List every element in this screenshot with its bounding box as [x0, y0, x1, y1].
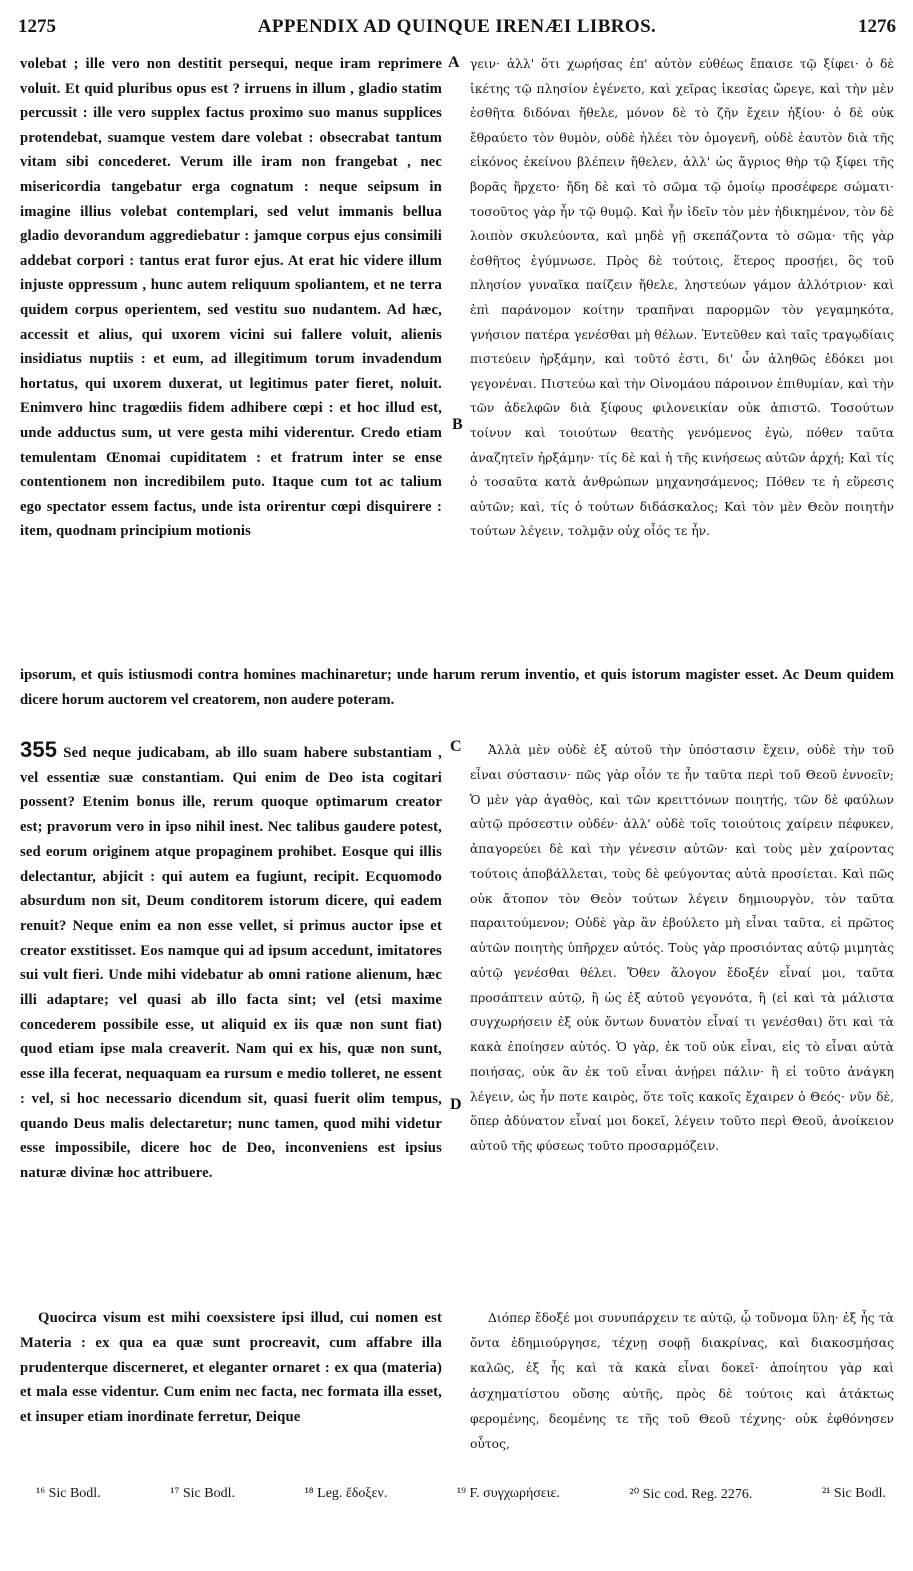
latin-paragraph-c: Sed neque judicabam, ab illo suam habere substantiam , vel essentiæ suæ constantiam. Qui enim de Deo ista cogitari possent? Etenim bonus ille, rerum quoque optimarum creator est; pravorum vero in ipso nihil inest. Nec talibus gaudere potest, sed eorum originem atque propaginem prohibet. Eosque qui illis delectantur, abjicit : qui autem ea fugiunt, recipit. Ecquomodo absurdum non sit, Deum conditorem istorum dicere, qui eadem renuit? Neque enim ea non esse vellet, si primus auctor ipse et creator exstitisset. Eos namque qui ad ipsum accedunt, imitatores sui vult fieri. Unde mihi videbatur ab omni ratione alienum, hæc illi adaptare; vel quasi ab illo facta sint; vel (etsi maxime concederem possibile esse, ut aliquid ex iis quæ non sunt fiat) quod etiam ipse mala creaverit. Nam qui ex his, quæ non sunt, esse illa fecerat, nequaquam ea rursum e medio tolleret, ne essent : vel, si hoc necessario dicendum sit, quasi fuerit olim tempus, quando Deus malis delectaretur; nunc tamen, quod mihi videtur esse impossibile, dicere hoc de Deo, inconveniens est ipsius naturæ divinæ hoc attribuere. [20, 745, 442, 1181]
margin-marker-d: D [450, 1096, 462, 1113]
margin-marker-a: A [448, 54, 460, 71]
footnote: ¹⁹ F. συγχωρήσειε. [456, 1486, 560, 1501]
greek-paragraph-last: Διόπερ ἔδοξέ μοι συνυπάρχειν τε αὐτῷ, ᾧ τοὔνομα ὕλη· ἐξ ἧς τὰ ὄντα ἐδημιούργησε, τέχνῃ σοφῇ διακρίνας, καὶ διακοσμήσας καλῶς, ἐξ ἧς καὶ τὰ κακὰ εἶναι δοκεῖ· ἀποίητου γὰρ καὶ ἀσχηματίστου οὔσης αὐτῆς, πρὸς δὲ τούτοις καὶ ἀτάκτως φερομένης, δεομένης τε τῆς τοῦ Θεοῦ τέχνης· οὐκ ἐφθόνησεν οὗτος, [470, 1311, 894, 1452]
margin-marker-b: B [452, 416, 463, 433]
page-number-right: 1276 [858, 16, 896, 37]
full-width-paragraph: ipsorum, et quis istiusmodi contra homines machinaretur; unde harum rerum inventio, et quis istorum magister esset. Ac Deum quidem dicere horum auctorem vel creatorem, non audere poteram. [20, 667, 894, 708]
margin-marker-c: C [450, 738, 462, 755]
footnote: ¹⁸ Leg. ἔδοξεν. [304, 1486, 388, 1501]
greek-paragraph-c: Ἀλλὰ μὲν οὐδὲ ἐξ αὐτοῦ τὴν ὑπόστασιν ἔχειν, οὐδὲ τὴν τοῦ εἶναι σύστασιν· πῶς γὰρ οἷόν τε ἦν ταῦτα περὶ τοῦ Θεοῦ ἐννοεῖν; Ὁ μὲν γὰρ ἀγαθὸς, καὶ τῶν κρειττόνων ποιητής, τῶν δὲ φαύλων αὐτῷ πρόσεστιν οὐδέν· ἀλλ' οὐδὲ τοῖς τοιούτοις χαίρειν πέφυκεν, ἀπαγορεύει δὲ καὶ τὴν γένεσιν αὐτῶν· καὶ τοὺς μὲν χαίροντας τούτοις ἀποβάλλεται, τοὺς δὲ φεύγοντας αὐτὰ προσίεται. Καὶ πῶς οὐκ ἄτοπον τὸν Θεὸν τούτων λέγειν δημιουργὸν, τὸν ταῦτα παραιτούμενον; Οὐδὲ γὰρ ἂν ἐβούλετο μὴ εἶναι ταῦτα, εἰ πρῶτος αὐτῶν ποιητὴς ὑπῆρχεν αὐτός. Τοὺς γὰρ προσιόντας αὐτῷ μιμητὰς αὐτῷ γενέσθαι θέλει. Ὅθεν ἄλογον ἔδοξέν εἶναί μοι, ταῦτα προσάπτειν αὐτῷ, ἢ ὡς ἐξ αὐτοῦ γεγονότα, ἢ (εἰ καὶ τὰ μάλιστα συγχωρήσειν ἐξ οὐκ ὄντων δυνατὸν εἶναί τι γενέσθαι) ὅτι καὶ τὰ κακὰ ἐποίησεν αὐτός. Ὁ γὰρ, ἐκ τοῦ οὐκ εἶναι, εἰς τὸ εἶναι αὐτὰ ποιήσας, οὐκ ἂν ἐκ τοῦ εἶναι ἀνῄρει πάλιν· ἢ εἰ τοῦτο ἀνάγκη λέγειν, ὡς ἦν ποτε καιρὸς, ὅτε τοῖς κακοῖς ἔχαιρεν ὁ Θεός· νῦν δὲ, ὅπερ ἀδύνατον εἶναί μοι δοκεῖ, λέγειν τοῦτο περὶ Θεοῦ, ἀνοίκειον αὐτοῦ τῆς φύσεως τοῦτο προσαρμόζειν. [470, 743, 894, 1153]
page-number-left: 1275 [18, 16, 56, 37]
latin-column-section-c [20, 738, 442, 1186]
footnote: ¹⁷ Sic Bodl. [170, 1486, 235, 1501]
latin-column-top: volebat ; ille vero non destitit persequi, neque iram reprimere voluit. Et quid pluribus opus est ? irruens in illum , gladio statim percussit : ille vero supplex factus proximo suo manus supplices protendebat, suamque vestem dare volebat : obsecrabat tantum vitam sibi concederet. Verum ille iram non frangebat , nec misericordia tangebatur erga cognatum : neque seipsum in imagine illius volebat contemplari, sed velut immanis bellua gladio devorandum aggrediebatur : jamque corpus ejus consimili addebat corpori : tantus erat furor ejus. At erat hic videre illum injuste oppressum , hunc autem reliquum spoliantem, et ne terra quidem corpus operientem, sed vestitu suo nudantem. Ad hæc, accessit et alius, qui uxorem vicini sui fallere voluit, alienis insidiatus nuptiis : et eum, ad illegitimum torum invadendum hortatus, qui uxorem duxerat, ut legitimus pater fieret, noluit. Enimvero hinc tragœdiis fidem adhibere cœpi : et hoc illud est, unde adductus sum, ut vere gesta mihi viderentur. Credo etiam temulentam Œnomai cupiditatem : et fratrum inter se ense contentionem non incredibilem puto. Itaque cum tot ac talium ego spectator essem factus, unde ista orirentur cœpi disquirere : item, quodnam principium motionis [20, 56, 442, 540]
section-number: 355 [20, 737, 58, 762]
greek-column-top: γειν· ἀλλ' ὅτι χωρήσας ἐπ' αὐτὸν εὐθέως ἔπαισε τῷ ξίφει· ὁ δὲ ἱκέτης τῷ πλησίον ἐγένετο, καὶ χεῖρας ἱκεσίας ὤρεγε, καὶ τὴν μὲν ἐσθῆτα διδόναι ἤθελε, μόνον δὲ τὸ ζῆν ἔχειν ἠξίου· ὁ δὲ οὐκ ἔθραύετο τὸν θυμὸν, οὐδὲ ἠλέει τὸν ὁμογενῆ, οὐδὲ ἑαυτὸν διὰ τῆς εἰκόνος ἐκείνου βλέπειν ἤθελεν, ἀλλ' ὡς ἄγριος θὴρ τῷ ξίφει τῆς βορᾶς ἥρχετο· ἤδη δὲ καὶ τὸ σῶμα τῷ ὁμοίῳ προσέφερε σώματι· τοσοῦτος γὰρ ἦν τῷ θυμῷ. Καὶ ἦν ἰδεῖν τὸν μὲν ἠδικημένον, τὸν δὲ λοιπὸν σκυλεύοντα, καὶ μηδὲ γῇ σκεπάζοντα τὸ σῶμα· τῆς γὰρ ἐσθῆτος ἐγύμνωσε. Πρὸς δὲ τούτοις, ἕτερος προσῄει, ὃς τοῦ πλησίον γυναῖκα παίζειν ἤθελε, ληστεύων γάμον ἀλλότριον· καὶ ἐπὶ παράνομον κοίτην τραπῆναι παρορμῶν τὸν γεγαμηκότα, γνήσιον πατέρα γενέσθαι μὴ θέλων. Ἐντεῦθεν καὶ ταῖς τραγῳδίαις πιστεύειν ἠρξάμην, καὶ τοῦτό ἐστι, δι' ὧν ἀληθῶς ἐδόκει μοι γεγονέναι. Πιστεύω καὶ τὴν Οἰνομάου πάροινον ἐπιθυμίαν, καὶ τὴν τῶν ἀδελφῶν διὰ ξίφους φιλονεικίαν οὐκ ἀπιστῶ. Τοσούτων τοίνυν καὶ τοιούτων θεατὴς γενόμενος ἐγὼ, πόθεν ταῦτα ἀναζητεῖν ἠρξάμην· τίς δὲ καὶ ἡ τῆς κινήσεως αὐτῶν ἀρχή; Καὶ τίς ὁ τοσαῦτα κατὰ ἀνθρώπων μηχανησάμενος; Πόθεν τε ἡ εὕρεσις αὐτῶν; καὶ, τίς ὁ τούτων διδάσκαλος; Καὶ τὸν μὲν Θεὸν ποιητὴν τούτων λέγειν, τολμᾷν οὐχ οἷός τε ἦν. [470, 57, 894, 539]
footnote: ¹⁶ Sic Bodl. [36, 1486, 101, 1501]
footnote: ²¹ Sic Bodl. [821, 1486, 886, 1501]
page-header [18, 16, 896, 46]
footnote: ²⁰ Sic cod. Reg. 2276. [629, 1487, 753, 1502]
footnotes [36, 1486, 886, 1503]
latin-paragraph-last: Quocirca visum est mihi coexsistere ipsi illud, cui nomen est Materia : ex qua ea quæ sunt procreavit, cum affabre illa prudenterque discerneret, et eleganter ornaret : ex qua (materia) et mala esse videntur. Cum enim nec facta, nec formata illa esset, et insuper etiam inordinate ferretur, Deique [20, 1310, 442, 1426]
running-title: APPENDIX AD QUINQUE IRENÆI LIBROS. [257, 16, 657, 37]
